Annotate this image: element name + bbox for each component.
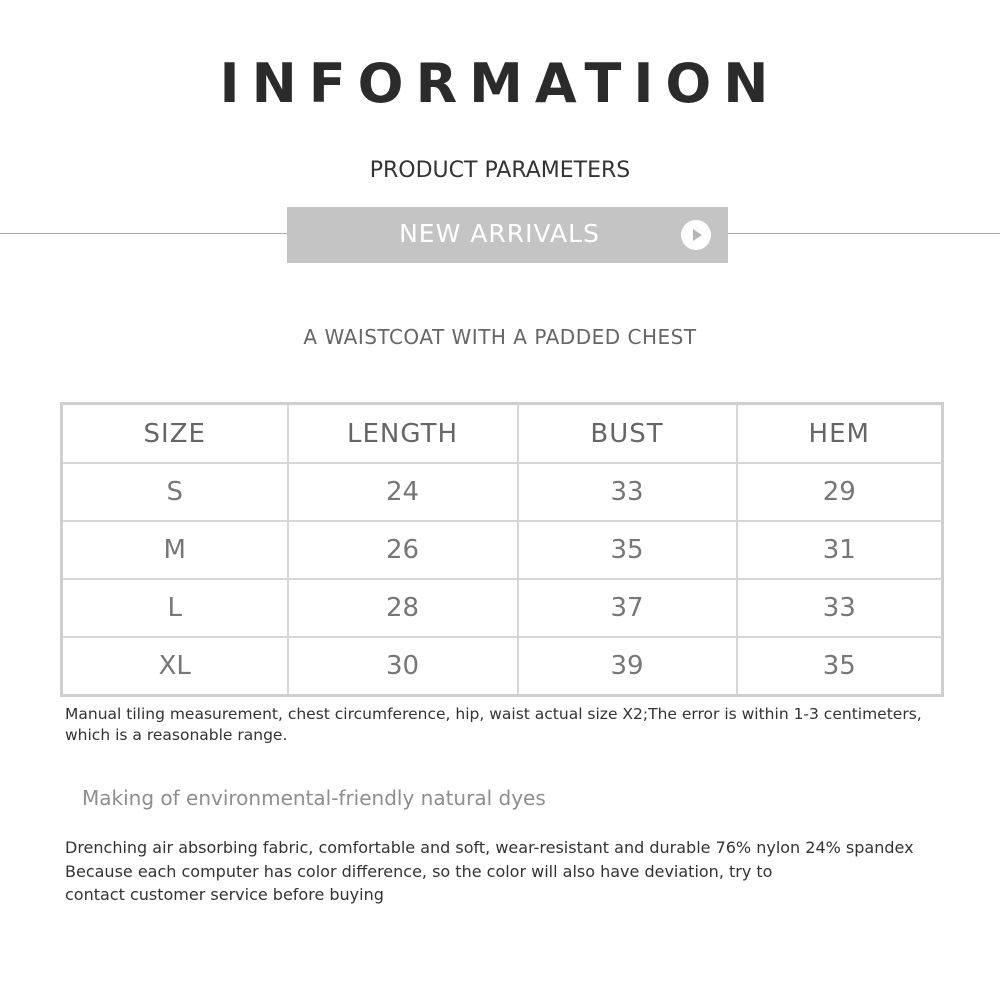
- divider-right: [728, 233, 1000, 234]
- cell-bust: 33: [518, 463, 737, 521]
- table-row: [62, 463, 943, 521]
- cell-hem: 35: [737, 637, 943, 696]
- cell-hem: 33: [737, 579, 943, 637]
- cell-length: 26: [288, 521, 518, 579]
- size-table: [60, 402, 944, 697]
- cell-size: M: [62, 521, 288, 579]
- cell-bust: 35: [518, 521, 737, 579]
- product-name: A WAISTCOAT WITH A PADDED CHEST: [303, 325, 697, 349]
- cell-size: XL: [62, 637, 288, 696]
- play-icon[interactable]: [681, 220, 711, 250]
- page-subtitle: PRODUCT PARAMETERS: [369, 158, 631, 183]
- column-header-hem: HEM: [737, 404, 943, 464]
- dyes-heading: Making of environmental-friendly natural dyes: [82, 786, 546, 810]
- column-header-length: LENGTH: [288, 404, 518, 464]
- column-header-size: SIZE: [62, 404, 288, 464]
- cell-length: 30: [288, 637, 518, 696]
- description-line: Drenching air absorbing fabric, comfortable and soft, wear-resistant and durable 76% nylon 24% spandex: [65, 838, 914, 857]
- product-description: [65, 836, 965, 907]
- cell-hem: 29: [737, 463, 943, 521]
- description-line: contact customer service before buying: [65, 885, 384, 904]
- cell-length: 24: [288, 463, 518, 521]
- cell-bust: 39: [518, 637, 737, 696]
- cell-hem: 31: [737, 521, 943, 579]
- divider-left: [0, 233, 287, 234]
- banner-label: NEW ARRIVALS: [399, 219, 600, 248]
- column-header-bust: BUST: [518, 404, 737, 464]
- table-row: [62, 521, 943, 579]
- cell-size: S: [62, 463, 288, 521]
- measurement-note: Manual tiling measurement, chest circumference, hip, waist actual size X2;The error is within 1-3 centimeters, which is a reasonable range.: [65, 705, 922, 744]
- table-row: [62, 637, 943, 696]
- cell-bust: 37: [518, 579, 737, 637]
- cell-length: 28: [288, 579, 518, 637]
- cell-size: L: [62, 579, 288, 637]
- page-title: INFORMATION: [219, 52, 781, 115]
- description-line: Because each computer has color difference, so the color will also have deviation, try to: [65, 861, 773, 881]
- table-row: [62, 579, 943, 637]
- table-header-row: [62, 404, 943, 464]
- new-arrivals-banner[interactable]: [287, 207, 728, 263]
